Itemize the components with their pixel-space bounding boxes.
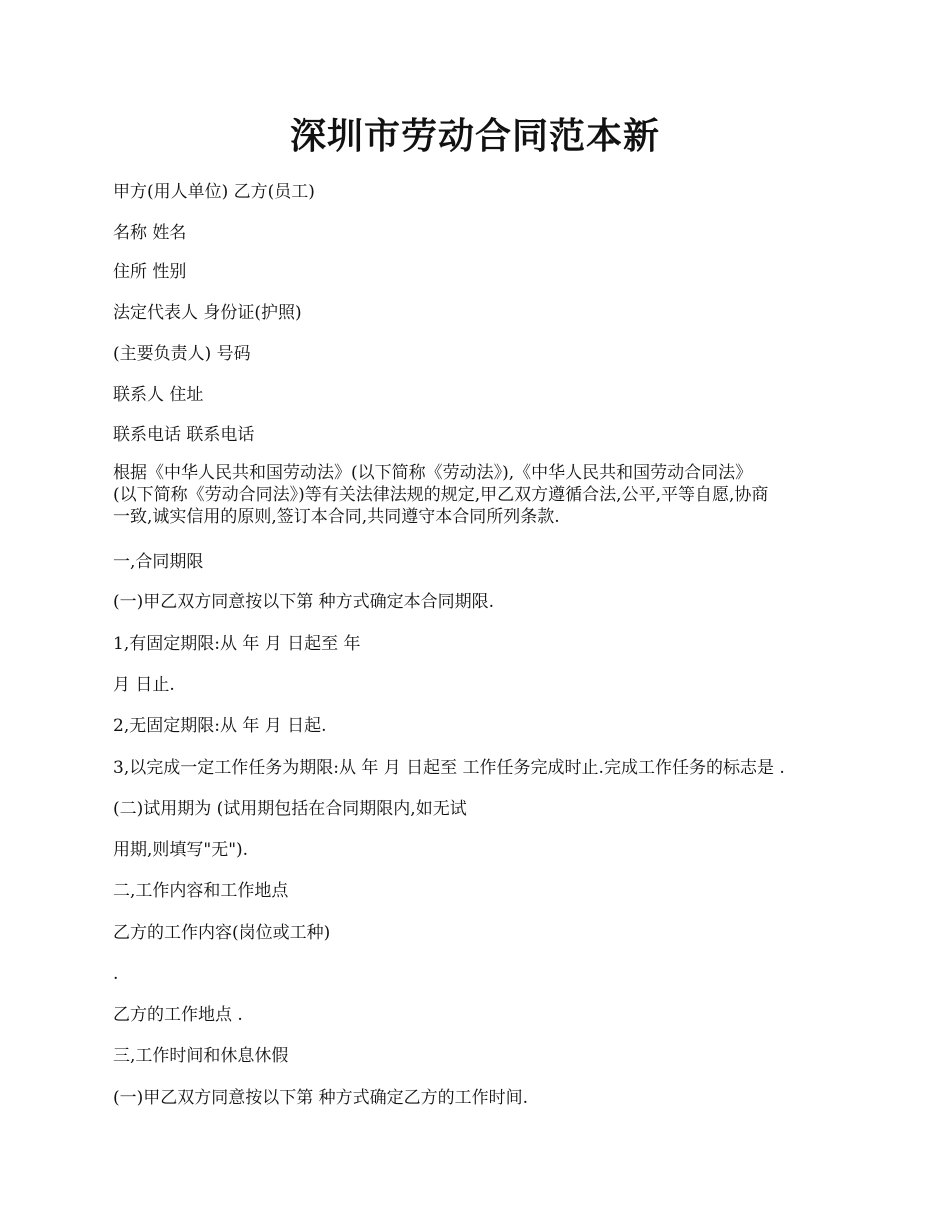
representative-line: 法定代表人 身份证(护照) bbox=[113, 303, 302, 323]
body-line: 用期,则填写"无"). bbox=[113, 840, 249, 860]
party-header-line: 甲方(用人单位) 乙方(员工) bbox=[113, 182, 315, 202]
body-line: 1,有固定期限:从 年 月 日起至 年 bbox=[113, 634, 361, 654]
contact-line: 联系人 住址 bbox=[113, 385, 204, 405]
body-line: 2,无固定期限:从 年 月 日起. bbox=[113, 716, 327, 736]
address-line: 住所 性别 bbox=[113, 262, 187, 282]
section-heading-work: 二,工作内容和工作地点 bbox=[113, 881, 289, 901]
intro-line: 根据《中华人民共和国劳动法》(以下简称《劳动法》),《中华人民共和国劳动合同法》 bbox=[113, 463, 753, 483]
intro-paragraph bbox=[113, 462, 843, 528]
phone-line: 联系电话 联系电话 bbox=[113, 425, 255, 445]
document-title: 深圳市劳动合同范本新 bbox=[289, 115, 660, 157]
name-line: 名称 姓名 bbox=[113, 223, 187, 243]
body-line: (一)甲乙双方同意按以下第 种方式确定本合同期限. bbox=[113, 592, 495, 612]
body-line: . bbox=[113, 964, 119, 984]
section-heading-hours: 三,工作时间和休息休假 bbox=[113, 1046, 289, 1066]
principal-line: (主要负责人) 号码 bbox=[113, 344, 251, 364]
intro-line: (以下简称《劳动合同法》)等有关法律法规的规定,甲乙双方遵循合法,公平,平等自愿,协商 bbox=[113, 485, 769, 505]
body-line: 月 日止. bbox=[113, 675, 175, 695]
body-line: 乙方的工作地点 . bbox=[113, 1005, 243, 1025]
intro-line: 一致,诚实信用的原则,签订本合同,共同遵守本合同所列条款. bbox=[113, 507, 560, 527]
body-line: (二)试用期为 (试用期包括在合同期限内,如无试 bbox=[113, 799, 467, 819]
body-line: (一)甲乙双方同意按以下第 种方式确定乙方的工作时间. bbox=[113, 1088, 529, 1108]
section-heading-term: 一,合同期限 bbox=[113, 552, 204, 572]
body-line: 3,以完成一定工作任务为期限:从 年 月 日起至 工作任务完成时止.完成工作任务的标志是 . bbox=[113, 758, 785, 778]
body-line: 乙方的工作内容(岗位或工种) bbox=[113, 923, 331, 943]
